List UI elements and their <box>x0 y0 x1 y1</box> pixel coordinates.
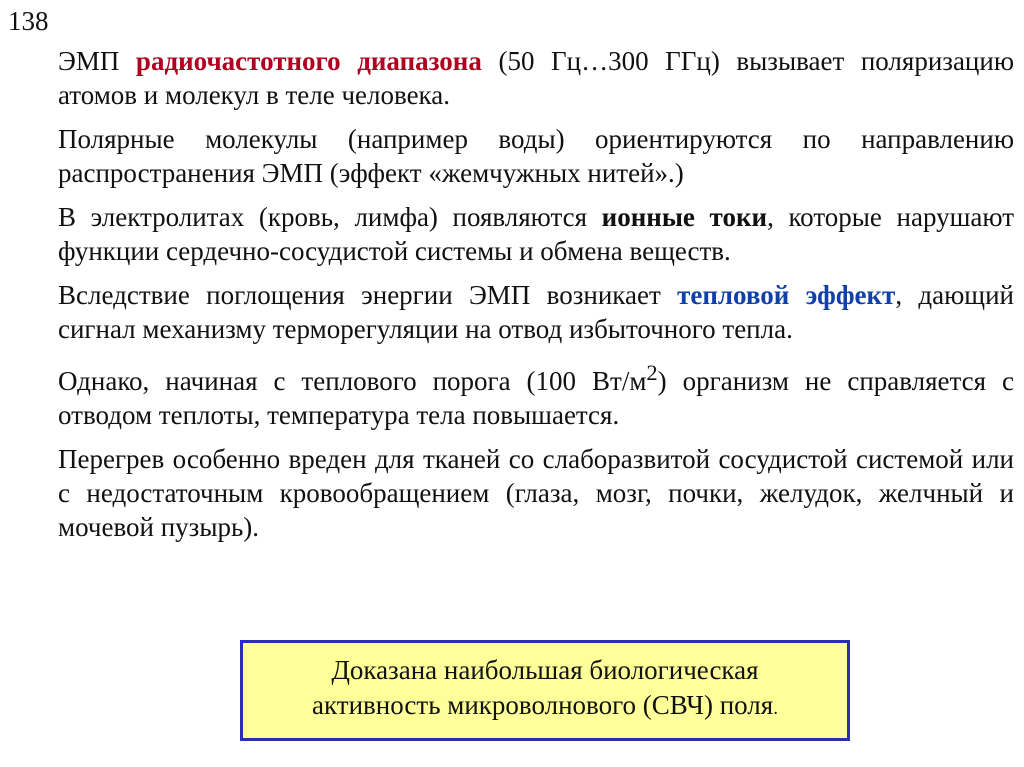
slide-content <box>58 44 1014 554</box>
paragraph-1 <box>58 44 1014 112</box>
conclusion-callout-box <box>240 640 850 741</box>
thermal-effect-highlight: тепловой эффект <box>677 280 896 310</box>
paragraph-6 <box>58 442 1014 544</box>
paragraph-4-text-a: Вследствие поглощения энергии ЭМП возникает <box>58 280 678 310</box>
callout-line-2 <box>243 688 847 726</box>
paragraph-1-text-a: ЭМП <box>58 46 136 76</box>
ion-currents-highlight: ионные токи <box>601 202 768 232</box>
paragraph-3 <box>58 200 1014 268</box>
paragraph-3-text-b: , которые нарушают функции сердечно-сосудистой системы и обмена веществ. <box>58 202 1014 266</box>
paragraph-4 <box>58 278 1014 346</box>
paragraph-3-text-a: В электролитах (кровь, лимфа) появляются <box>58 202 602 232</box>
paragraph-4-text-b: , дающий сигнал механизму терморегуляции на отвод избыточного тепла. <box>58 280 1014 344</box>
paragraph-2-text: Полярные молекулы (например воды) ориентируются по направлению распространения ЭМП (эффект «жемчужных нитей».) <box>58 124 1014 188</box>
paragraph-5-text-a: Однако, начиная с теплового порога (100 Вт/м <box>58 366 647 396</box>
callout-period: . <box>773 698 778 719</box>
radiofrequency-range-highlight: радиочастотного диапазона <box>135 46 482 76</box>
paragraph-5-text-b: ) организм не справляется с отводом теплоты, температура тела повышается. <box>58 366 1015 430</box>
paragraph-6-text: Перегрев особенно вреден для тканей со слаборазвитой сосудистой системой или с недостаточным кровообращением (глаза, мозг, почки, желудок, желчный и мочевой пузырь). <box>58 444 1014 542</box>
callout-line-2-text: активность микроволнового (СВЧ) поля <box>312 690 774 720</box>
callout-line-1: Доказана наибольшая биологическая <box>331 655 759 685</box>
page-number: 138 <box>8 6 49 36</box>
paragraph-1-text-b: (50 Гц…300 ГГц) вызывает поляризацию атомов и молекул в теле человека. <box>58 46 1014 110</box>
paragraph-5 <box>58 356 1014 432</box>
paragraph-5-superscript: 2 <box>646 360 658 385</box>
paragraph-2 <box>58 122 1014 190</box>
